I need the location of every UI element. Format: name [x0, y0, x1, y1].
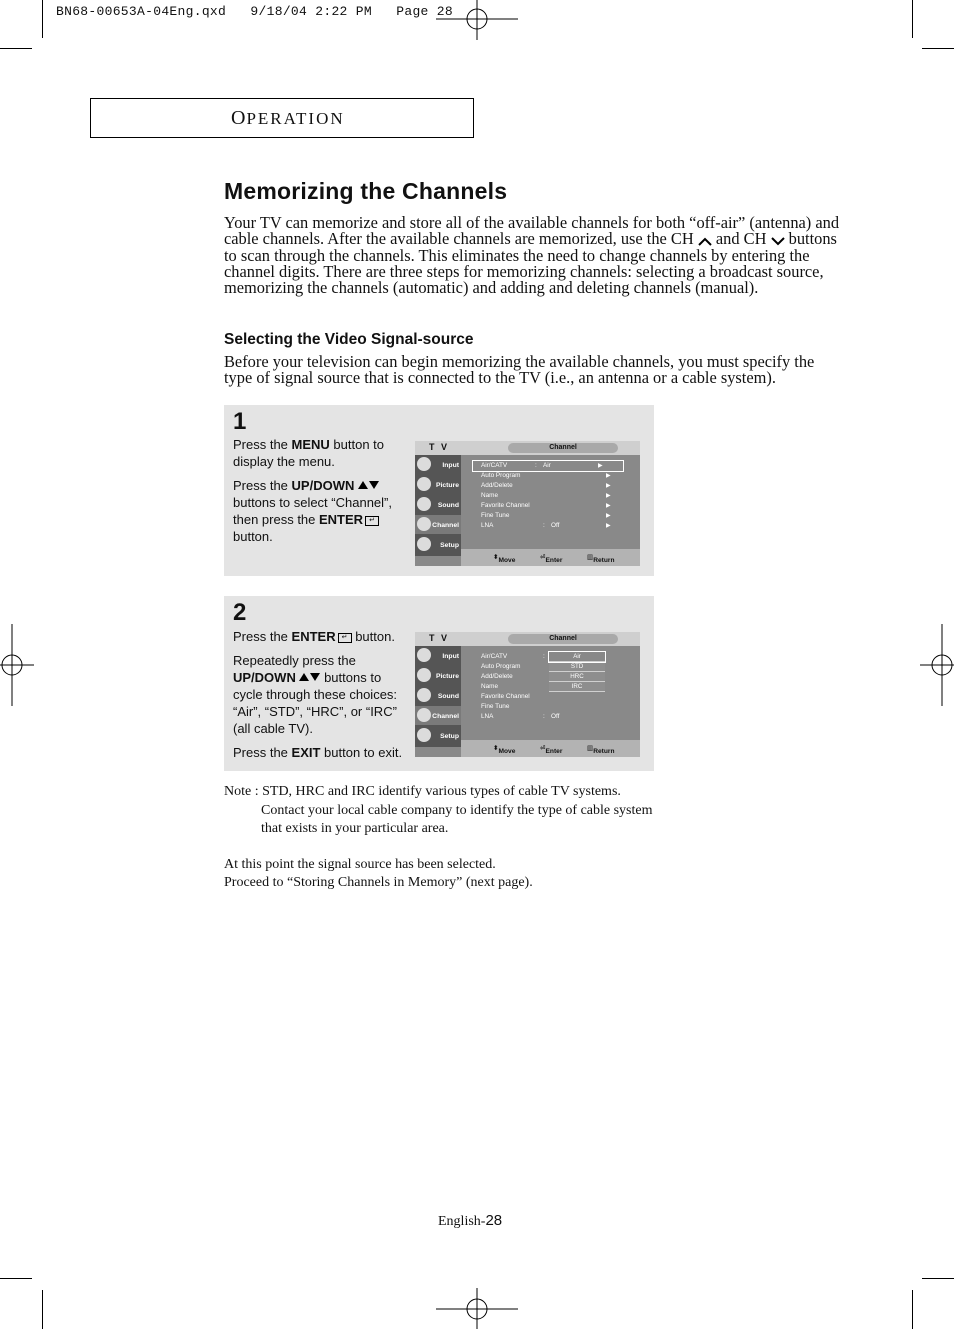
dropdown-option-hrc: HRC [549, 672, 605, 682]
menu-row-fine-tune: Fine Tune ▶ [481, 512, 611, 519]
menu-tab-channel: Channel [508, 443, 618, 453]
tv-label: T V [429, 633, 450, 643]
sidebar-item-setup: Setup [415, 535, 461, 554]
return-hint: ▥ Return [587, 745, 615, 755]
picture-icon [417, 477, 431, 491]
menu-sidebar [415, 455, 461, 556]
dropdown-option-std: STD [549, 662, 605, 672]
sidebar-item-sound: Sound [415, 495, 461, 514]
note: Note : STD, HRC and IRC identify various types of cable TV systems. Contact your local cable company to identify the type of cable system that exists in your particular area. [224, 784, 653, 837]
picture-icon [417, 668, 431, 682]
up-arrow-icon [358, 481, 368, 489]
sidebar-item-picture: Picture [415, 666, 461, 685]
section-label: OPERATION [231, 107, 345, 129]
channel-icon [417, 708, 431, 722]
channel-icon [417, 517, 431, 531]
sidebar-item-sound: Sound [415, 686, 461, 705]
page-number: 28 [485, 1212, 503, 1229]
sidebar-item-channel: Channel [415, 515, 461, 534]
menu-row-add-delete: Add/Delete [481, 673, 513, 680]
sidebar-item-picture: Picture [415, 475, 461, 494]
menu-row-air-catv: Air/CATV : [481, 653, 545, 660]
return-hint: ▥ Return [587, 554, 615, 564]
sidebar-item-input: Input [415, 646, 461, 665]
tv-menu-screen [415, 632, 640, 757]
sidebar-item-input: Input [415, 455, 461, 474]
menu-row-name: Name ▶ [481, 492, 611, 499]
registration-mark-bottom [436, 1288, 518, 1329]
step-number: 1 [233, 408, 247, 435]
menu-row-name: Name [481, 683, 499, 690]
enter-icon: ↵ [338, 633, 352, 643]
tv-label: T V [429, 442, 450, 452]
down-arrow-icon [369, 481, 379, 489]
sidebar-item-channel: Channel [415, 706, 461, 725]
chevron-up-icon [698, 236, 712, 246]
menu-row-auto-program: Auto Program [481, 663, 521, 670]
registration-mark-left [0, 624, 34, 706]
input-icon [417, 648, 431, 662]
menu-row-lna: LNA : Off [481, 713, 560, 720]
registration-mark-right [920, 624, 954, 706]
down-arrow-icon [310, 673, 320, 681]
menu-row-lna: LNA : Off ▶ [481, 522, 611, 529]
print-header: BN68-00653A-04Eng.qxd 9/18/04 2:22 PM Page 28 [56, 4, 453, 19]
menu-sidebar [415, 646, 461, 747]
step-1-panel [224, 405, 654, 576]
menu-footer [461, 740, 640, 757]
sound-icon [417, 497, 431, 511]
sidebar-item-setup: Setup [415, 726, 461, 745]
signal-source-paragraph: Before your television can begin memorizing the available channels, you must specify the type of signal source that is connected to the TV (i.e., an antenna or a cable system). [224, 352, 815, 388]
menu-row-auto-program: Auto Program ▶ [481, 472, 611, 479]
step-number: 2 [233, 599, 247, 626]
step-1-instructions: Press the MENU button to display the menu. Press the UP/DOWN buttons to select “Channel”, then press the ENTER ↵ button. [233, 437, 392, 544]
enter-hint: ⏎ Enter [540, 745, 563, 755]
setup-icon [417, 728, 431, 742]
step-2-instructions: Press the ENTER ↵ button. Repeatedly press the UP/DOWN buttons to cycle through these choices: “Air”, “STD”, “HRC”, or “IRC” (all cable TV). Press the EXIT button to exit. [233, 629, 403, 760]
step-2-panel [224, 596, 654, 771]
menu-footer [461, 549, 640, 566]
section-header-box [90, 98, 474, 138]
conclusion: At this point the signal source has been selected. Proceed to “Storing Channels in Memory” (next page). [224, 857, 533, 890]
menu-row-add-delete: Add/Delete ▶ [481, 482, 611, 489]
enter-icon: ↵ [365, 516, 379, 526]
sound-icon [417, 688, 431, 702]
menu-row-favorite-channel: Favorite Channel ▶ [481, 502, 611, 509]
up-arrow-icon [299, 673, 309, 681]
air-catv-dropdown [549, 652, 605, 692]
menu-tab-channel: Channel [508, 634, 618, 644]
enter-hint: ⏎ Enter [540, 554, 563, 564]
chevron-down-icon [771, 236, 785, 246]
dropdown-option-air: Air [549, 652, 605, 662]
section-subtitle: Selecting the Video Signal-source [224, 331, 474, 348]
input-icon [417, 457, 431, 471]
menu-row-air-catv: Air/CATV : Air ▶ [473, 461, 623, 471]
setup-icon [417, 537, 431, 551]
menu-row-favorite-channel: Favorite Channel [481, 693, 530, 700]
page-title: Memorizing the Channels [224, 178, 508, 204]
intro-paragraph: Your TV can memorize and store all of the available channels for both “off-air” (antenna) and cable channels. After the available channels are memorized, use the CH and CH buttons to scan through the channels. This eliminates the need to change channels by entering the channel digits. There are three steps for memorizing channels: selecting a broadcast source, memorizing the channels (automatic) and adding and deleting channels (manual). [224, 213, 840, 298]
page-footer: English-28 [438, 1212, 503, 1229]
menu-row-fine-tune: Fine Tune [481, 703, 510, 710]
tv-menu-screen [415, 441, 640, 566]
dropdown-option-irc: IRC [549, 682, 605, 692]
move-hint: ⬍ Move [493, 745, 516, 755]
move-hint: ⬍ Move [493, 554, 516, 564]
